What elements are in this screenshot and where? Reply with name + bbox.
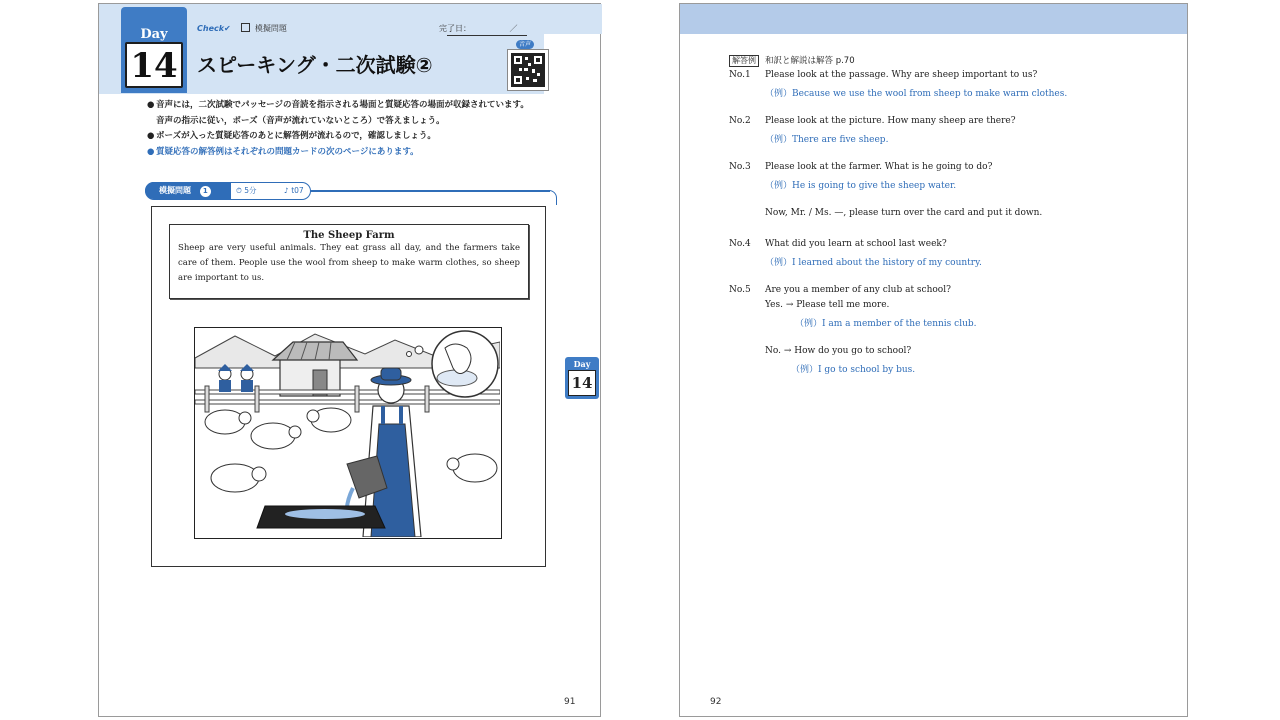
note-item: ● 音声には，二次試験でパッセージの音読を指示される場面と質疑応答の場面が収録されています。 <box>147 100 529 110</box>
qr-code-icon[interactable] <box>508 50 548 90</box>
question-text: Please look at the picture. How many sheep are there? <box>765 116 1016 126</box>
answer-5-yes: （例）I am a member of the tennis club. <box>795 319 977 329</box>
section-rule-corner <box>548 190 557 205</box>
section-rule <box>310 190 550 192</box>
done-label: 完了日： <box>439 24 471 33</box>
music-note-icon: ♪ <box>284 186 289 195</box>
question-text: What did you learn at school last week? <box>765 239 947 249</box>
passage-title: The Sheep Farm <box>303 230 395 241</box>
done-date-line <box>447 35 527 36</box>
header-band <box>680 4 1187 34</box>
side-day-label: Day <box>573 359 591 369</box>
side-day-tab <box>565 357 599 399</box>
answer-4: （例）I learned about the history of my country. <box>765 258 982 268</box>
day-number: 14 <box>130 46 178 86</box>
passage-box <box>169 224 529 299</box>
answer-1: （例）Because we use the wool from sheep to make warm clothes. <box>765 89 1068 99</box>
done-slash: ／ <box>509 24 518 33</box>
answer-2: （例）There are five sheep. <box>765 135 889 145</box>
section-header <box>145 182 311 200</box>
question-number: No.1 <box>729 70 751 80</box>
question-number: No.3 <box>729 162 751 172</box>
day-number-box <box>125 42 183 88</box>
question-number: No.5 <box>729 285 751 295</box>
yes-followup: Yes. → Please tell me more. <box>765 300 890 310</box>
side-day-number: 14 <box>571 374 593 392</box>
question-text: Please look at the farmer. What is he going to do? <box>765 162 993 172</box>
instruction-notes <box>147 98 577 160</box>
sheep-farm-illustration <box>194 327 502 539</box>
answer-label: 解答例 <box>729 55 759 67</box>
section-label: 模擬問題 <box>159 186 191 195</box>
question-number: No.2 <box>729 116 751 126</box>
question-number: No.4 <box>729 239 751 249</box>
left-page <box>98 3 601 717</box>
header-band-extension <box>544 4 602 34</box>
note-item: ● 質疑応答の解答例はそれぞれの問題カードの次のページにあります。 <box>147 146 419 157</box>
check-label: Check✔ <box>197 24 231 33</box>
question-text: Please look at the passage. Why are sheep important to us? <box>765 70 1038 80</box>
day-label: Day <box>140 27 168 42</box>
page-number: 92 <box>710 697 722 707</box>
section-time: ⏱ 5分 <box>236 186 257 195</box>
qr-tag: 音声 <box>516 40 534 49</box>
page-title: スピーキング・二次試験② <box>197 53 433 77</box>
answer-header <box>729 54 855 67</box>
check-row <box>197 23 287 34</box>
passage-text: Sheep are very useful animals. They eat grass all day, and the farmers take care of them. People use the wool from sheep to make warm clothes, so sheep are important to us. <box>178 243 520 283</box>
no-followup: No. → How do you go to school? <box>765 346 912 356</box>
right-page <box>679 3 1188 717</box>
done-date <box>439 23 518 34</box>
checkbox[interactable] <box>241 23 250 32</box>
page-number: 91 <box>564 697 576 707</box>
question-text: Are you a member of any club at school? <box>765 285 951 295</box>
note-item: 音声の指示に従い，ポーズ（音声が流れていないところ）で答えましょう。 <box>156 115 445 126</box>
answer-3: （例）He is going to give the sheep water. <box>765 181 957 191</box>
audio-track[interactable]: ♪ t07 <box>284 186 304 195</box>
section-pill <box>145 182 231 199</box>
timer-icon: ⏱ <box>236 186 242 195</box>
side-day-box <box>568 370 596 396</box>
note-item: ● ポーズが入った質疑応答のあとに解答例が流れるので，確認しましょう。 <box>147 131 436 141</box>
check-item: 模擬問題 <box>254 24 287 33</box>
card-instruction: Now, Mr. / Ms. —, please turn over the card and put it down. <box>765 208 1043 218</box>
answer-reference: 和訳と解説は解答 p.70 <box>765 56 855 66</box>
answer-5-no: （例）I go to school by bus. <box>791 365 916 375</box>
section-number: 1 <box>200 186 211 197</box>
